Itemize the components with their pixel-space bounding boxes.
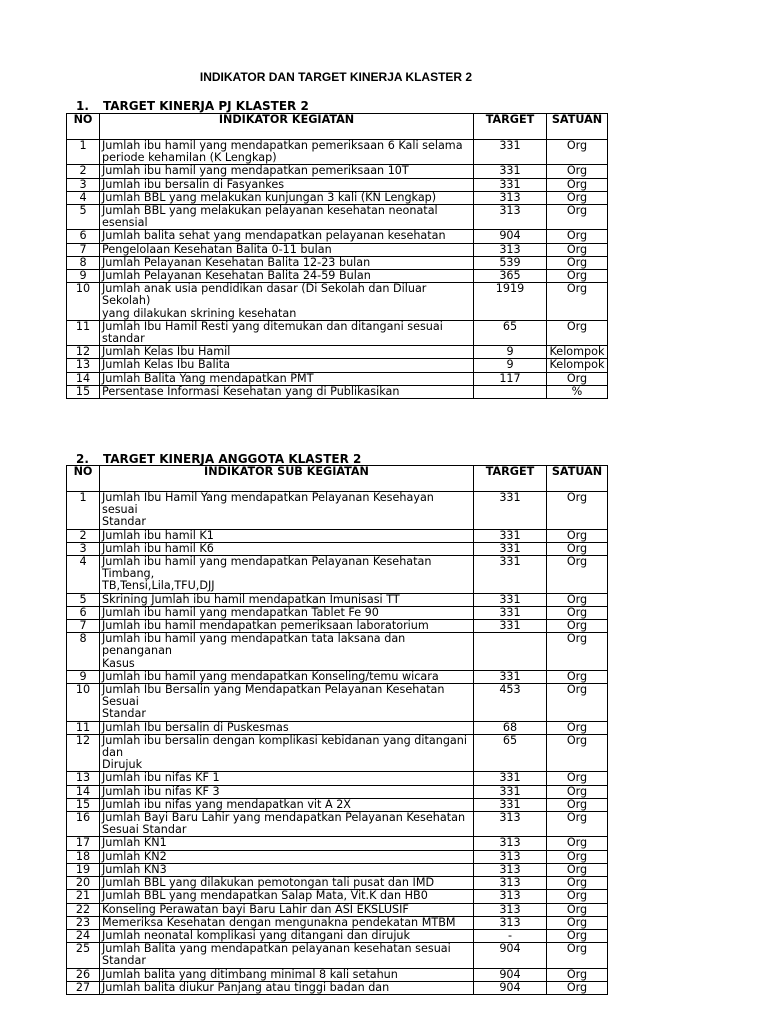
indicator-cell: Jumlah BBL yang dilakukan pemotongan tali pusat dan IMD [100, 877, 474, 890]
row-number-cell: 10 [67, 684, 100, 722]
table-row [67, 492, 608, 530]
indicator-cell: Jumlah Kelas Ibu Balita [100, 359, 474, 372]
indicator-cell: Jumlah KN3 [100, 863, 474, 876]
target-cell: 313 [474, 243, 547, 256]
indicator-cell: Jumlah Balita yang mendapatkan pelayanan kesehatan sesuai Standar [100, 943, 474, 968]
column-header-unit: SATUAN [547, 466, 608, 492]
row-number-cell: 5 [67, 593, 100, 606]
row-number-cell: 24 [67, 929, 100, 942]
unit-cell: Org [547, 877, 608, 890]
indicator-cell: Jumlah ibu hamil yang mendapatkan pemeriksaan 10T [100, 165, 474, 178]
table-row [67, 542, 608, 555]
row-number-cell: 12 [67, 346, 100, 359]
indicator-cell: Jumlah ibu hamil K1 [100, 529, 474, 542]
target-cell: 331 [474, 529, 547, 542]
indicator-cell: Jumlah BBL yang melakukan kunjungan 3 kali (KN Lengkap) [100, 191, 474, 204]
indicator-cell: Jumlah ibu hamil yang mendapatkan Pelayanan Kesehatan Timbang, TB,Tensi,Lila,TFU,DJJ [100, 556, 474, 594]
target-cell: 331 [474, 492, 547, 530]
target-cell: 331 [474, 785, 547, 798]
section-1-table-body [67, 140, 608, 399]
table-row [67, 903, 608, 916]
unit-cell: Org [547, 542, 608, 555]
target-cell: 65 [474, 320, 547, 345]
row-number-cell: 9 [67, 670, 100, 683]
target-cell: 313 [474, 863, 547, 876]
target-cell: 65 [474, 734, 547, 772]
unit-cell: Org [547, 230, 608, 243]
table-header-row [67, 114, 608, 140]
indicator-cell: Jumlah ibu hamil K6 [100, 542, 474, 555]
unit-cell: Org [547, 721, 608, 734]
column-header-target: TARGET [474, 466, 547, 492]
target-cell: 331 [474, 593, 547, 606]
table-row [67, 230, 608, 243]
unit-cell: Org [547, 492, 608, 530]
indicator-cell: Jumlah ibu nifas KF 1 [100, 772, 474, 785]
unit-cell: Org [547, 256, 608, 269]
table-row [67, 670, 608, 683]
unit-cell: Org [547, 529, 608, 542]
unit-cell: Org [547, 243, 608, 256]
unit-cell: Org [547, 593, 608, 606]
indicator-cell: Jumlah balita sehat yang mendapatkan pelayanan kesehatan [100, 230, 474, 243]
unit-cell: Org [547, 943, 608, 968]
unit-cell: % [547, 385, 608, 398]
indicator-cell: Jumlah balita yang ditimbang minimal 8 kali setahun [100, 968, 474, 981]
section-2-heading [76, 452, 361, 466]
indicator-cell: Jumlah ibu nifas KF 3 [100, 785, 474, 798]
row-number-cell: 11 [67, 721, 100, 734]
row-number-cell: 8 [67, 256, 100, 269]
table-row [67, 556, 608, 594]
indicator-cell: Jumlah Ibu Hamil Yang mendapatkan Pelayanan Kesehayan sesuai Standar [100, 492, 474, 530]
unit-cell: Org [547, 981, 608, 994]
indicator-cell: Jumlah BBL yang melakukan pelayanan kesehatan neonatal esensial [100, 205, 474, 230]
target-cell: 904 [474, 230, 547, 243]
row-number-cell: 17 [67, 837, 100, 850]
unit-cell: Org [547, 165, 608, 178]
table-row [67, 256, 608, 269]
table-row [67, 359, 608, 372]
table-row [67, 684, 608, 722]
target-cell: 1919 [474, 283, 547, 321]
unit-cell: Org [547, 140, 608, 165]
unit-cell: Org [547, 890, 608, 903]
section-1-number: 1. [76, 99, 89, 113]
table-row [67, 929, 608, 942]
target-cell [474, 633, 547, 671]
unit-cell: Org [547, 556, 608, 594]
unit-cell: Org [547, 812, 608, 837]
table-row [67, 890, 608, 903]
row-number-cell: 6 [67, 230, 100, 243]
unit-cell: Kelompok [547, 359, 608, 372]
unit-cell: Org [547, 850, 608, 863]
table-row [67, 798, 608, 811]
indicator-cell: Persentase Informasi Kesehatan yang di Publikasikan [100, 385, 474, 398]
target-cell: 331 [474, 556, 547, 594]
indicator-cell: Jumlah ibu hamil mendapatkan pemeriksaan laboratorium [100, 620, 474, 633]
target-cell: 331 [474, 606, 547, 619]
row-number-cell: 23 [67, 916, 100, 929]
section-2-table-body [67, 492, 608, 995]
row-number-cell: 7 [67, 243, 100, 256]
target-cell: 331 [474, 620, 547, 633]
indicator-cell: Konseling Perawatan bayi Baru Lahir dan ASI EKSLUSIF [100, 903, 474, 916]
target-cell: 331 [474, 670, 547, 683]
table-row [67, 191, 608, 204]
unit-cell: Kelompok [547, 346, 608, 359]
target-cell: 117 [474, 372, 547, 385]
target-cell: 313 [474, 877, 547, 890]
row-number-cell: 5 [67, 205, 100, 230]
unit-cell: Org [547, 916, 608, 929]
target-cell [474, 385, 547, 398]
unit-cell: Org [547, 633, 608, 671]
section-1-table [66, 113, 608, 399]
table-row [67, 916, 608, 929]
row-number-cell: 14 [67, 785, 100, 798]
indicator-cell: Jumlah Pelayanan Kesehatan Balita 24-59 Bulan [100, 270, 474, 283]
target-cell: 904 [474, 981, 547, 994]
unit-cell: Org [547, 798, 608, 811]
unit-cell: Org [547, 606, 608, 619]
unit-cell: Org [547, 670, 608, 683]
column-header-indicator: INDIKATOR SUB KEGIATAN [100, 466, 474, 492]
row-number-cell: 12 [67, 734, 100, 772]
unit-cell: Org [547, 320, 608, 345]
column-header-target: TARGET [474, 114, 547, 140]
table-row [67, 943, 608, 968]
indicator-cell: Jumlah ibu bersalin di Fasyankes [100, 178, 474, 191]
indicator-cell: Jumlah Pelayanan Kesehatan Balita 12-23 bulan [100, 256, 474, 269]
indicator-cell: Memeriksa Kesehatan dengan mengunakna pendekatan MTBM [100, 916, 474, 929]
column-header-unit: SATUAN [547, 114, 608, 140]
target-cell: 313 [474, 837, 547, 850]
table-row [67, 981, 608, 994]
unit-cell: Org [547, 178, 608, 191]
row-number-cell: 1 [67, 492, 100, 530]
row-number-cell: 9 [67, 270, 100, 283]
indicator-cell: Jumlah ibu hamil yang mendapatkan pemeriksaan 6 Kali selama periode kehamilan (K Lengkap) [100, 140, 474, 165]
row-number-cell: 2 [67, 529, 100, 542]
table-row [67, 243, 608, 256]
table-row [67, 837, 608, 850]
table-row [67, 165, 608, 178]
section-1-title: TARGET KINERJA PJ KLASTER 2 [103, 99, 309, 113]
indicator-cell: Jumlah anak usia pendidikan dasar (Di Sekolah dan Diluar Sekolah) yang dilakukan skrining kesehatan [100, 283, 474, 321]
table-row [67, 721, 608, 734]
target-cell: 453 [474, 684, 547, 722]
table-row [67, 593, 608, 606]
row-number-cell: 20 [67, 877, 100, 890]
row-number-cell: 10 [67, 283, 100, 321]
indicator-cell: Jumlah Ibu Hamil Resti yang ditemukan dan ditangani sesuai standar [100, 320, 474, 345]
row-number-cell: 13 [67, 359, 100, 372]
row-number-cell: 14 [67, 372, 100, 385]
indicator-cell: Jumlah ibu bersalin dengan komplikasi kebidanan yang ditangani dan Dirujuk [100, 734, 474, 772]
row-number-cell: 15 [67, 385, 100, 398]
row-number-cell: 3 [67, 178, 100, 191]
target-cell: 313 [474, 191, 547, 204]
row-number-cell: 19 [67, 863, 100, 876]
unit-cell: Org [547, 620, 608, 633]
document-title: INDIKATOR DAN TARGET KINERJA KLASTER 2 [199, 70, 473, 84]
target-cell: 331 [474, 178, 547, 191]
indicator-cell: Jumlah KN1 [100, 837, 474, 850]
target-cell: 313 [474, 890, 547, 903]
row-number-cell: 21 [67, 890, 100, 903]
row-number-cell: 26 [67, 968, 100, 981]
unit-cell: Org [547, 270, 608, 283]
section-2-table [66, 465, 608, 995]
row-number-cell: 25 [67, 943, 100, 968]
target-cell: 904 [474, 943, 547, 968]
row-number-cell: 16 [67, 812, 100, 837]
target-cell: 313 [474, 850, 547, 863]
target-cell: 313 [474, 205, 547, 230]
row-number-cell: 11 [67, 320, 100, 345]
unit-cell: Org [547, 191, 608, 204]
row-number-cell: 15 [67, 798, 100, 811]
unit-cell: Org [547, 837, 608, 850]
row-number-cell: 4 [67, 556, 100, 594]
indicator-cell: Skrining Jumlah ibu hamil mendapatkan Imunisasi TT [100, 593, 474, 606]
indicator-cell: Jumlah Kelas Ibu Hamil [100, 346, 474, 359]
table-row [67, 812, 608, 837]
table-row [67, 385, 608, 398]
table-header-row [67, 466, 608, 492]
indicator-cell: Jumlah Ibu bersalin di Puskesmas [100, 721, 474, 734]
table-row [67, 772, 608, 785]
row-number-cell: 13 [67, 772, 100, 785]
target-cell: 331 [474, 798, 547, 811]
target-cell: 9 [474, 346, 547, 359]
row-number-cell: 2 [67, 165, 100, 178]
table-row [67, 346, 608, 359]
table-row [67, 734, 608, 772]
table-row [67, 270, 608, 283]
column-header-no: NO [67, 114, 100, 140]
row-number-cell: 4 [67, 191, 100, 204]
target-cell: 365 [474, 270, 547, 283]
column-header-indicator: INDIKATOR KEGIATAN [100, 114, 474, 140]
unit-cell: Org [547, 684, 608, 722]
column-header-no: NO [67, 466, 100, 492]
indicator-cell: Pengelolaan Kesehatan Balita 0-11 bulan [100, 243, 474, 256]
table-row [67, 620, 608, 633]
table-row [67, 283, 608, 321]
table-row [67, 850, 608, 863]
table-row [67, 140, 608, 165]
unit-cell: Org [547, 863, 608, 876]
indicator-cell: Jumlah ibu hamil yang mendapatkan Tablet Fe 90 [100, 606, 474, 619]
row-number-cell: 3 [67, 542, 100, 555]
indicator-cell: Jumlah KN2 [100, 850, 474, 863]
row-number-cell: 18 [67, 850, 100, 863]
target-cell: 331 [474, 542, 547, 555]
section-1-heading [76, 99, 309, 113]
target-cell: 313 [474, 812, 547, 837]
indicator-cell: Jumlah ibu hamil yang mendapatkan Konseling/temu wicara [100, 670, 474, 683]
indicator-cell: Jumlah ibu nifas yang mendapatkan vit A 2X [100, 798, 474, 811]
unit-cell: Org [547, 205, 608, 230]
indicator-cell: Jumlah balita diukur Panjang atau tinggi badan dan [100, 981, 474, 994]
table-row [67, 320, 608, 345]
row-number-cell: 22 [67, 903, 100, 916]
unit-cell: Org [547, 903, 608, 916]
table-row [67, 606, 608, 619]
table-row [67, 863, 608, 876]
table-row [67, 968, 608, 981]
unit-cell: Org [547, 968, 608, 981]
row-number-cell: 27 [67, 981, 100, 994]
section-2-number: 2. [76, 452, 89, 466]
table-row [67, 785, 608, 798]
target-cell: 331 [474, 772, 547, 785]
indicator-cell: Jumlah Balita Yang mendapatkan PMT [100, 372, 474, 385]
target-cell: 313 [474, 903, 547, 916]
target-cell: 68 [474, 721, 547, 734]
table-row [67, 633, 608, 671]
unit-cell: Org [547, 734, 608, 772]
target-cell: - [474, 929, 547, 942]
target-cell: 9 [474, 359, 547, 372]
indicator-cell: Jumlah BBL yang mendapatkan Salap Mata, Vit.K dan HB0 [100, 890, 474, 903]
target-cell: 331 [474, 165, 547, 178]
indicator-cell: Jumlah Ibu Bersalin yang Mendapatkan Pelayanan Kesehatan Sesuai Standar [100, 684, 474, 722]
unit-cell: Org [547, 372, 608, 385]
indicator-cell: Jumlah neonatal komplikasi yang ditangani dan dirujuk [100, 929, 474, 942]
row-number-cell: 1 [67, 140, 100, 165]
target-cell: 313 [474, 916, 547, 929]
table-row [67, 529, 608, 542]
target-cell: 539 [474, 256, 547, 269]
unit-cell: Org [547, 929, 608, 942]
target-cell: 331 [474, 140, 547, 165]
table-row [67, 205, 608, 230]
section-2-title: TARGET KINERJA ANGGOTA KLASTER 2 [103, 452, 362, 466]
row-number-cell: 6 [67, 606, 100, 619]
table-row [67, 372, 608, 385]
unit-cell: Org [547, 785, 608, 798]
indicator-cell: Jumlah Bayi Baru Lahir yang mendapatkan Pelayanan Kesehatan Sesuai Standar [100, 812, 474, 837]
indicator-cell: Jumlah ibu hamil yang mendapatkan tata laksana dan penanganan Kasus [100, 633, 474, 671]
table-row [67, 178, 608, 191]
row-number-cell: 7 [67, 620, 100, 633]
table-row [67, 877, 608, 890]
unit-cell: Org [547, 283, 608, 321]
unit-cell: Org [547, 772, 608, 785]
row-number-cell: 8 [67, 633, 100, 671]
target-cell: 904 [474, 968, 547, 981]
